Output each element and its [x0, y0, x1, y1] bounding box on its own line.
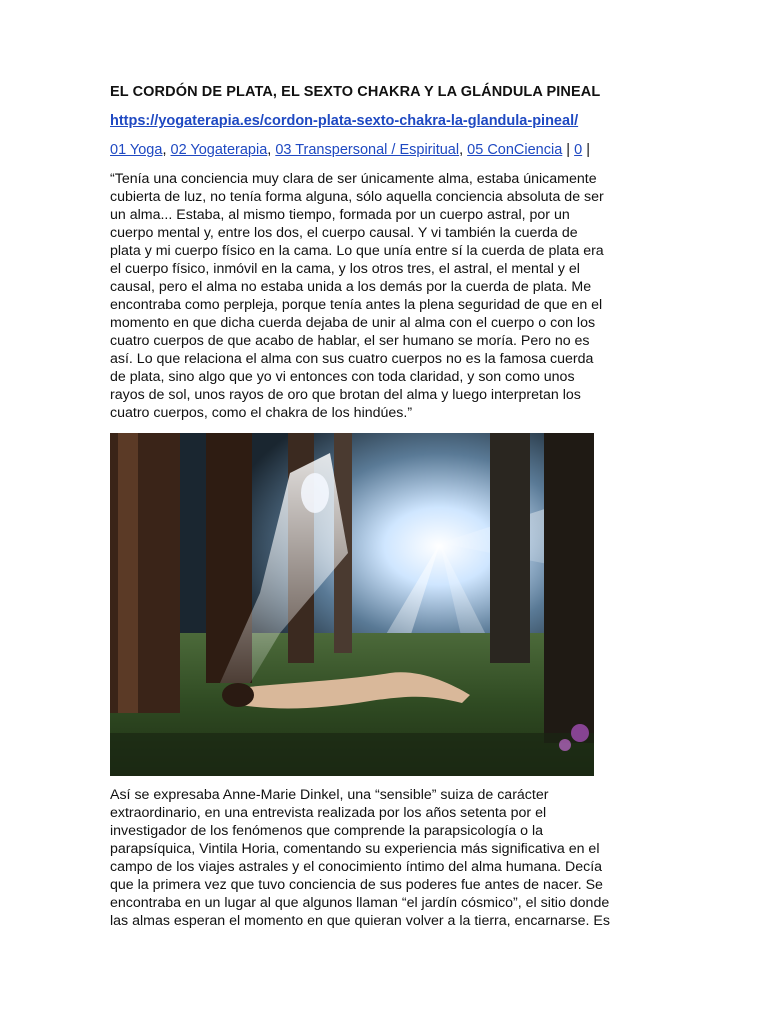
quote-line: de plata, sino algo que yo vi entonces con toda claridad, y son como unos [110, 369, 575, 385]
category-separator: | [562, 142, 575, 158]
body-line: parapsíquica, Vintila Horia, comentando su experiencia más significativa en el [110, 841, 600, 857]
body-line: campo de los viajes astrales y el conocimiento íntimo del alma humana. Decía [110, 859, 603, 875]
body-paragraph [110, 786, 658, 930]
category-links [110, 142, 590, 158]
article-title: EL CORDÓN DE PLATA, EL SEXTO CHAKRA Y LA GLÁNDULA PINEAL [110, 84, 601, 100]
quote-line: momento en que dicha cuerda dejaba de unir al alma con el cuerpo o con los [110, 315, 596, 331]
quote-paragraph [110, 170, 658, 422]
body-line: que la primera vez que tuvo conciencia de sus poderes fue antes de nacer. Se [110, 877, 603, 893]
category-separator: , [162, 142, 171, 158]
category-separator: | [582, 142, 590, 158]
category-link-transpersonal[interactable]: 03 Transpersonal / Espiritual [275, 142, 460, 158]
category-link-conciencia[interactable]: 05 ConCiencia [467, 142, 563, 158]
astral-projection-illustration [110, 433, 594, 776]
category-separator: , [267, 142, 276, 158]
quote-line: así. Lo que relaciona el alma con sus cuatro cuerpos no es la famosa cuerda [110, 351, 594, 367]
body-line: encontraba en un lugar al que algunos llaman “el jardín cósmico”, el sitio donde [110, 895, 610, 911]
quote-line: cuatro cuerpos, como el chakra de los hindúes.” [110, 405, 413, 421]
category-separator: , [459, 142, 468, 158]
quote-line: plata y mi cuerpo físico en la cama. Lo que unía entre sí la cuerda de plata era [110, 243, 604, 259]
body-line: Así se expresaba Anne-Marie Dinkel, una “sensible” suiza de carácter [110, 787, 549, 803]
quote-line: “Tenía una conciencia muy clara de ser únicamente alma, estaba únicamente [110, 171, 597, 187]
body-line: las almas esperan el momento en que quieran volver a la tierra, encarnarse. Es [110, 913, 610, 929]
quote-line: causal, pero el alma no estaba unida a los demás por la cuerda de plata. Me [110, 279, 592, 295]
category-link-yogaterapia[interactable]: 02 Yogaterapia [170, 142, 268, 158]
quote-line: encontraba como perpleja, porque tenía antes la plena seguridad de que en el [110, 297, 603, 313]
quote-line: rayos de sol, unos rayos de oro que brotan del alma y luego interpretan los [110, 387, 581, 403]
quote-line: cuerpo mental y, entre los dos, el cuerpo causal. Y vi también la cuerda de [110, 225, 578, 241]
comments-count-link[interactable]: 0 [574, 142, 583, 158]
body-line: extraordinario, en una entrevista realizada por los años setenta por el [110, 805, 547, 821]
quote-line: un alma... Estaba, al mismo tiempo, formada por un cuerpo astral, por un [110, 207, 570, 223]
category-link-yoga[interactable]: 01 Yoga [110, 142, 163, 158]
quote-line: cuatro cuerpos de que acabo de hablar, el ser humano se moría. Pero no es [110, 333, 590, 349]
article-url-link[interactable]: https://yogaterapia.es/cordon-plata-sexto-chakra-la-glandula-pineal/ [110, 113, 579, 129]
body-line: investigador de los fenómenos que comprende la parapsicología o la [110, 823, 543, 839]
quote-line: el cuerpo físico, inmóvil en la cama, y los otros tres, el astral, el mental y el [110, 261, 580, 277]
quote-line: cubierta de luz, no tenía forma alguna, sólo aquella conciencia absoluta de ser [110, 189, 604, 205]
